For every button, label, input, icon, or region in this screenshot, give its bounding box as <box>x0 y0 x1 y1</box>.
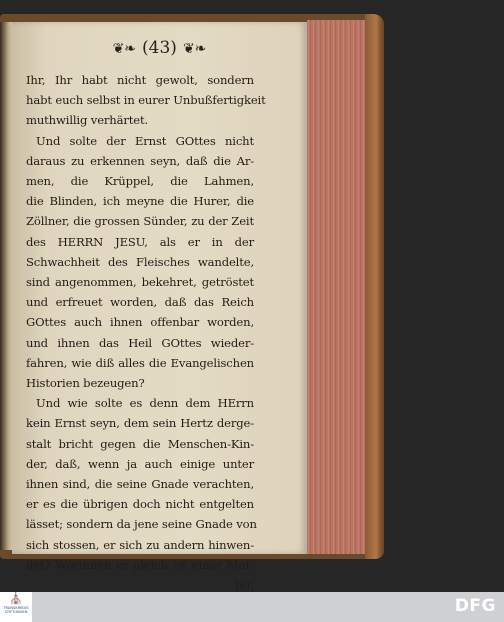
text-line: daraus zu erkennen seyn, daß die Ar- <box>26 153 254 168</box>
text-line: er es die übrigen doch nicht entgelten <box>26 497 254 512</box>
text-line: der, daß, wenn ja auch einige unter <box>26 456 254 471</box>
text-line: fahren, wie diß alles die Evangelischen <box>26 355 254 370</box>
text-line: sind angenommen, bekehret, getröstet <box>26 275 254 290</box>
text-line: ihnen sind, die seine Gnade verachten, <box>26 477 254 492</box>
text-line: die Blinden, ich meyne die Hurer, die <box>26 194 254 209</box>
ornament-left-icon: ❦❧ <box>112 41 137 57</box>
text-line: Und wie solte es denn dem HErrn <box>36 396 254 411</box>
dfg-logo[interactable]: DFG <box>454 596 496 616</box>
text-line: stalt bricht gegen die Menschen-Kin- <box>26 436 254 451</box>
library-logo[interactable] <box>0 592 32 622</box>
text-line: Zöllner, die grossen Sünder, zu der Zeit <box>26 214 254 229</box>
library-seal-icon: ⛪ <box>9 592 23 605</box>
text-line: und ihnen das Heil GOttes wieder- <box>26 335 254 350</box>
text-line: lässet; sondern da jene seine Gnade von <box>26 517 257 532</box>
text-line: sich stossen, er sich zu andern hinwen- <box>26 537 254 552</box>
text-line: kein Ernst seyn, dem sein Hertz derge- <box>26 416 254 431</box>
text-line: des HERRN JESU, als er in der <box>26 234 254 249</box>
library-logo-text: TRANSKRIBUS STIFTUNGEN <box>3 606 29 614</box>
page-stack-edge <box>307 20 370 554</box>
text-line: Und solte der Ernst GOttes nicht <box>36 133 254 148</box>
left-page-edge <box>0 22 12 550</box>
text-line: men, die Krüppel, die Lahmen, <box>26 174 254 189</box>
page-header <box>12 38 307 58</box>
page-text <box>26 70 266 595</box>
viewer-footer-bar <box>0 592 504 622</box>
text-line: Ihr, Ihr habt nicht gewolt, sondern <box>26 73 254 87</box>
page-number: (43) <box>142 38 177 58</box>
text-line: Historien bezeugen? <box>26 376 145 391</box>
text-line: habt euch selbst in eurer Unbußfertigkeit <box>26 93 266 108</box>
ornament-right-icon: ❦❧ <box>182 41 207 57</box>
text-line: det? Worinnen er gleich ist einer Mut- <box>26 557 254 572</box>
text-line: muthwillig verhärtet. <box>26 113 149 128</box>
cover-right-edge <box>365 14 383 559</box>
catchword: ter, <box>235 578 254 593</box>
text-line: GOttes auch ihnen offenbar worden, <box>26 315 254 330</box>
text-line: Schwachheit des Fleisches wandelte, <box>26 254 254 269</box>
text-line: und erfreuet worden, daß das Reich <box>26 295 254 310</box>
